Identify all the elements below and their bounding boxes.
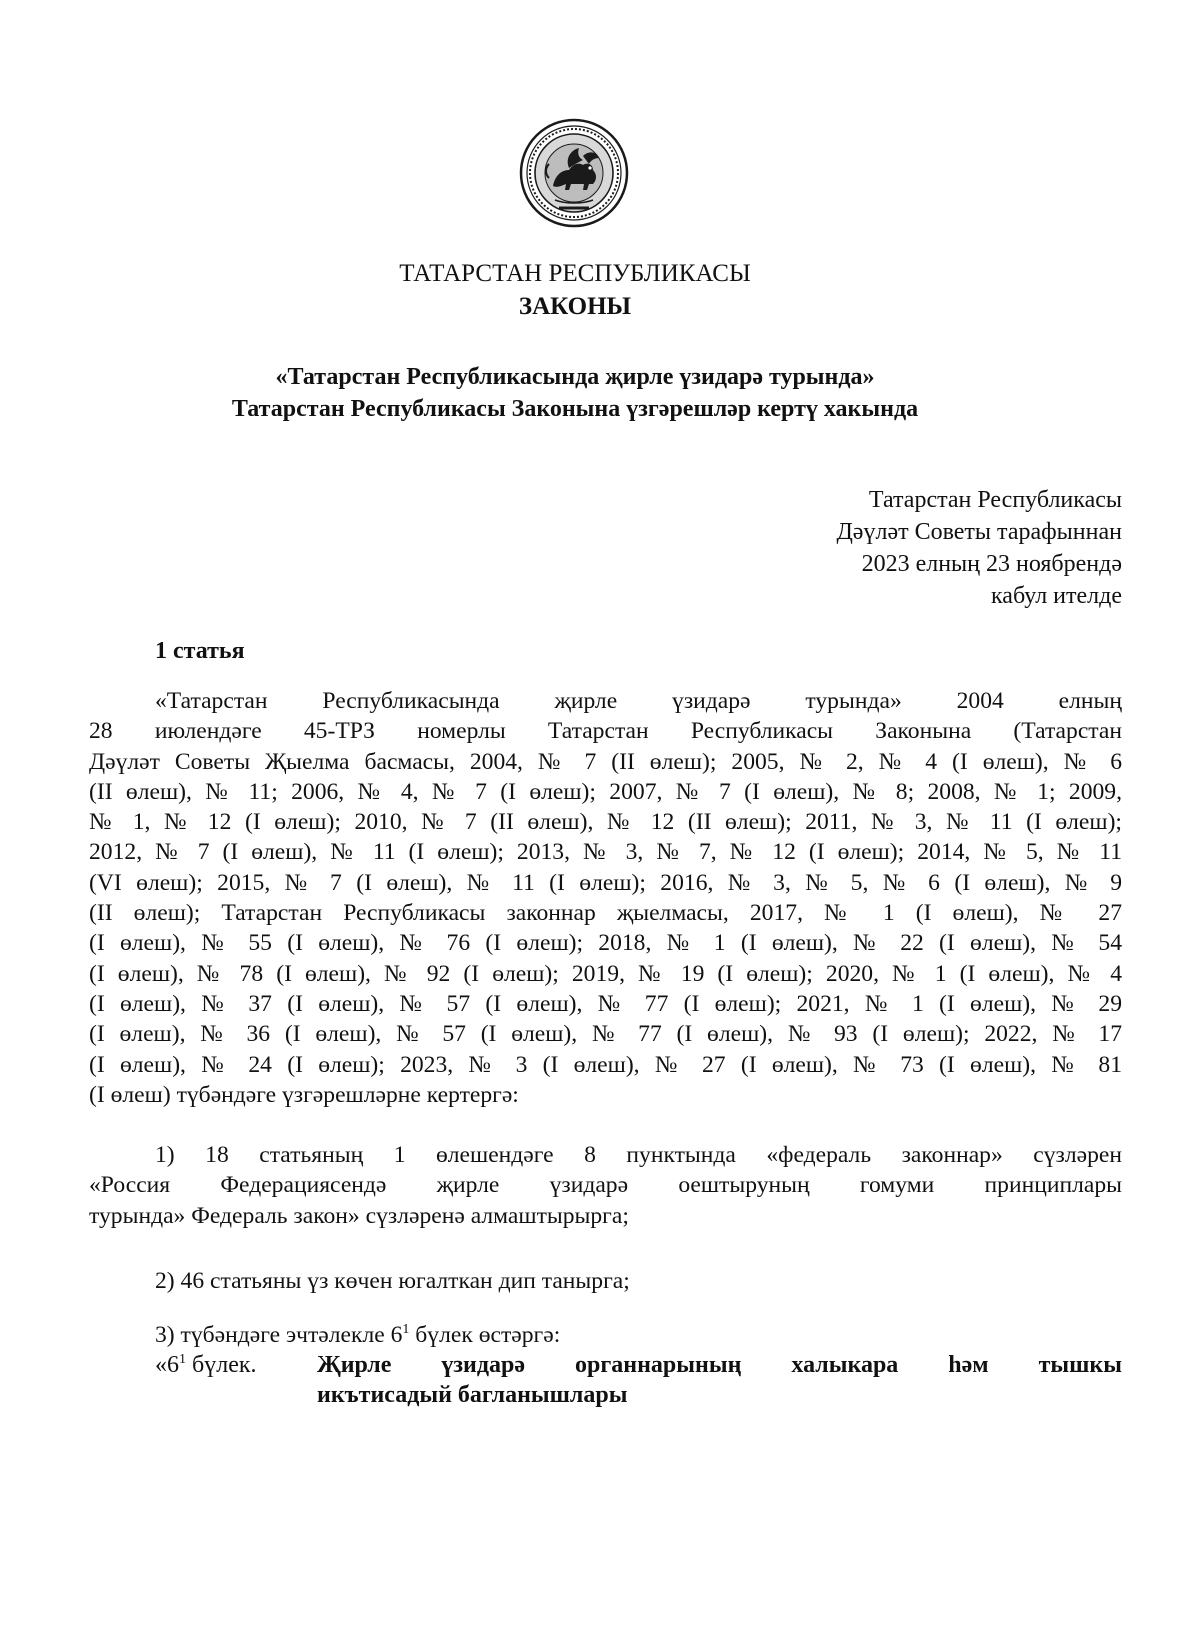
section-title [317, 1350, 1122, 1410]
paragraph-line: (I өлеш), № 37 (I өлеш), № 57 (I өлеш), № 77 (I өлеш); 2021, № 1 (I өлеш), № 29 [89, 990, 1122, 1017]
paragraph-line: 1) 18 статьяның 1 өлешендәге 8 пунктында «федераль законнар» сүзләрен [155, 1142, 1122, 1168]
adoption-note-line-3: 2023 елның 23 ноябрендә [861, 551, 1122, 577]
paragraph-line: № 1, № 12 (I өлеш); 2010, № 7 (II өлеш), № 12 (II өлеш); 2011, № 3, № 11 (I өлеш); [89, 809, 1122, 836]
coat-of-arms-icon [519, 118, 629, 228]
paragraph-line: (I өлеш), № 55 (I өлеш), № 76 (I өлеш); 2018, № 1 (I өлеш), № 22 (I өлеш), № 54 [89, 930, 1122, 957]
article-paragraph-preamble [89, 686, 1122, 1110]
paragraph-line: 3) түбәндәге эчтәлекле $6^1$ бүлек өстәргә: [155, 1322, 561, 1348]
paragraph-line: (VI өлеш); 2015, № 7 (I өлеш), № 11 (I өлеш); 2016, № 3, № 5, № 6 (I өлеш), № 9 [89, 869, 1122, 896]
adoption-note [836, 484, 1122, 612]
paragraph-line: «Россия Федерациясендә җирле үзидарә оештыруның гомуми принциплары [89, 1172, 1122, 1199]
section-title-line-1: Җирле үзидарә органнарының халыкара һәм тышкы [317, 1352, 1122, 1378]
law-title-line-1: «Татарстан Республикасында җирле үзидарә турында» [275, 364, 875, 390]
paragraph-line: 2) 46 статьяны үз көчен югалткан дип танырга; [155, 1268, 630, 1294]
section-label: «$6^1$ бүлек. [155, 1352, 257, 1378]
adoption-note-line-1: Татарстан Республикасы [868, 487, 1122, 513]
adoption-note-line-2: Дәүләт Советы тарафыннан [836, 519, 1122, 545]
paragraph-line: (II өлеш), № 11; 2006, № 4, № 7 (I өлеш); 2007, № 7 (I өлеш), № 8; 2008, № 1; 2009, [89, 778, 1122, 805]
amendment-item-3 [155, 1320, 1055, 1350]
paragraph-line: турында» Федераль закон» сүзләренә алмаштырырга; [89, 1202, 629, 1229]
paragraph-line: «Татарстан Республикасында җирле үзидарә турында» 2004 елның [155, 688, 1122, 714]
paragraph-line: (I өлеш), № 36 (I өлеш), № 57 (I өлеш), № 77 (I өлеш), № 93 (I өлеш); 2022, № 17 [89, 1021, 1122, 1048]
law-title-line-2: Татарстан Республикасы Законына үзгәрешләр кертү хакында [231, 396, 919, 422]
republic-heading: ТАТАРСТАН РЕСПУБЛИКАСЫ [399, 260, 751, 287]
section-title-line-2: икътисадый багланышлары [317, 1382, 628, 1408]
paragraph-line: (II өлеш); Татарстан Республикасы законнар җыелмасы, 2017, № 1 (I өлеш), № 27 [89, 900, 1122, 927]
paragraph-line: 28 июлендәге 45-ТРЗ номерлы Татарстан Республикасы Законына (Татарстан [89, 718, 1122, 745]
superscript: 1 [179, 1352, 186, 1367]
paragraph-line: (I өлеш), № 78 (I өлеш), № 92 (I өлеш); 2019, № 19 (I өлеш); 2020, № 1 (I өлеш), № 4 [89, 960, 1122, 987]
paragraph-line: (I өлеш), № 24 (I өлеш); 2023, № 3 (I өлеш), № 27 (I өлеш), № 73 (I өлеш), № 81 [89, 1051, 1122, 1078]
paragraph-line: Дәүләт Советы Җыелма басмасы, 2004, № 7 (II өлеш); 2005, № 2, № 4 (I өлеш), № 6 [89, 748, 1122, 775]
superscript: 1 [402, 1322, 410, 1337]
paragraph-line: (I өлеш) түбәндәге үзгәрешләрне кертергә: [89, 1081, 519, 1108]
article-heading: 1 статья [155, 638, 245, 664]
law-heading: ЗАКОНЫ [518, 293, 632, 320]
law-title [0, 361, 1150, 425]
adoption-note-line-4: кабул ителде [991, 583, 1122, 609]
paragraph-line: 2012, № 7 (I өлеш), № 11 (I өлеш); 2013, № 3, № 7, № 12 (I өлеш); 2014, № 5, № 11 [89, 839, 1122, 866]
amendment-item-1 [89, 1140, 1122, 1231]
amendment-item-2 [155, 1266, 1055, 1296]
